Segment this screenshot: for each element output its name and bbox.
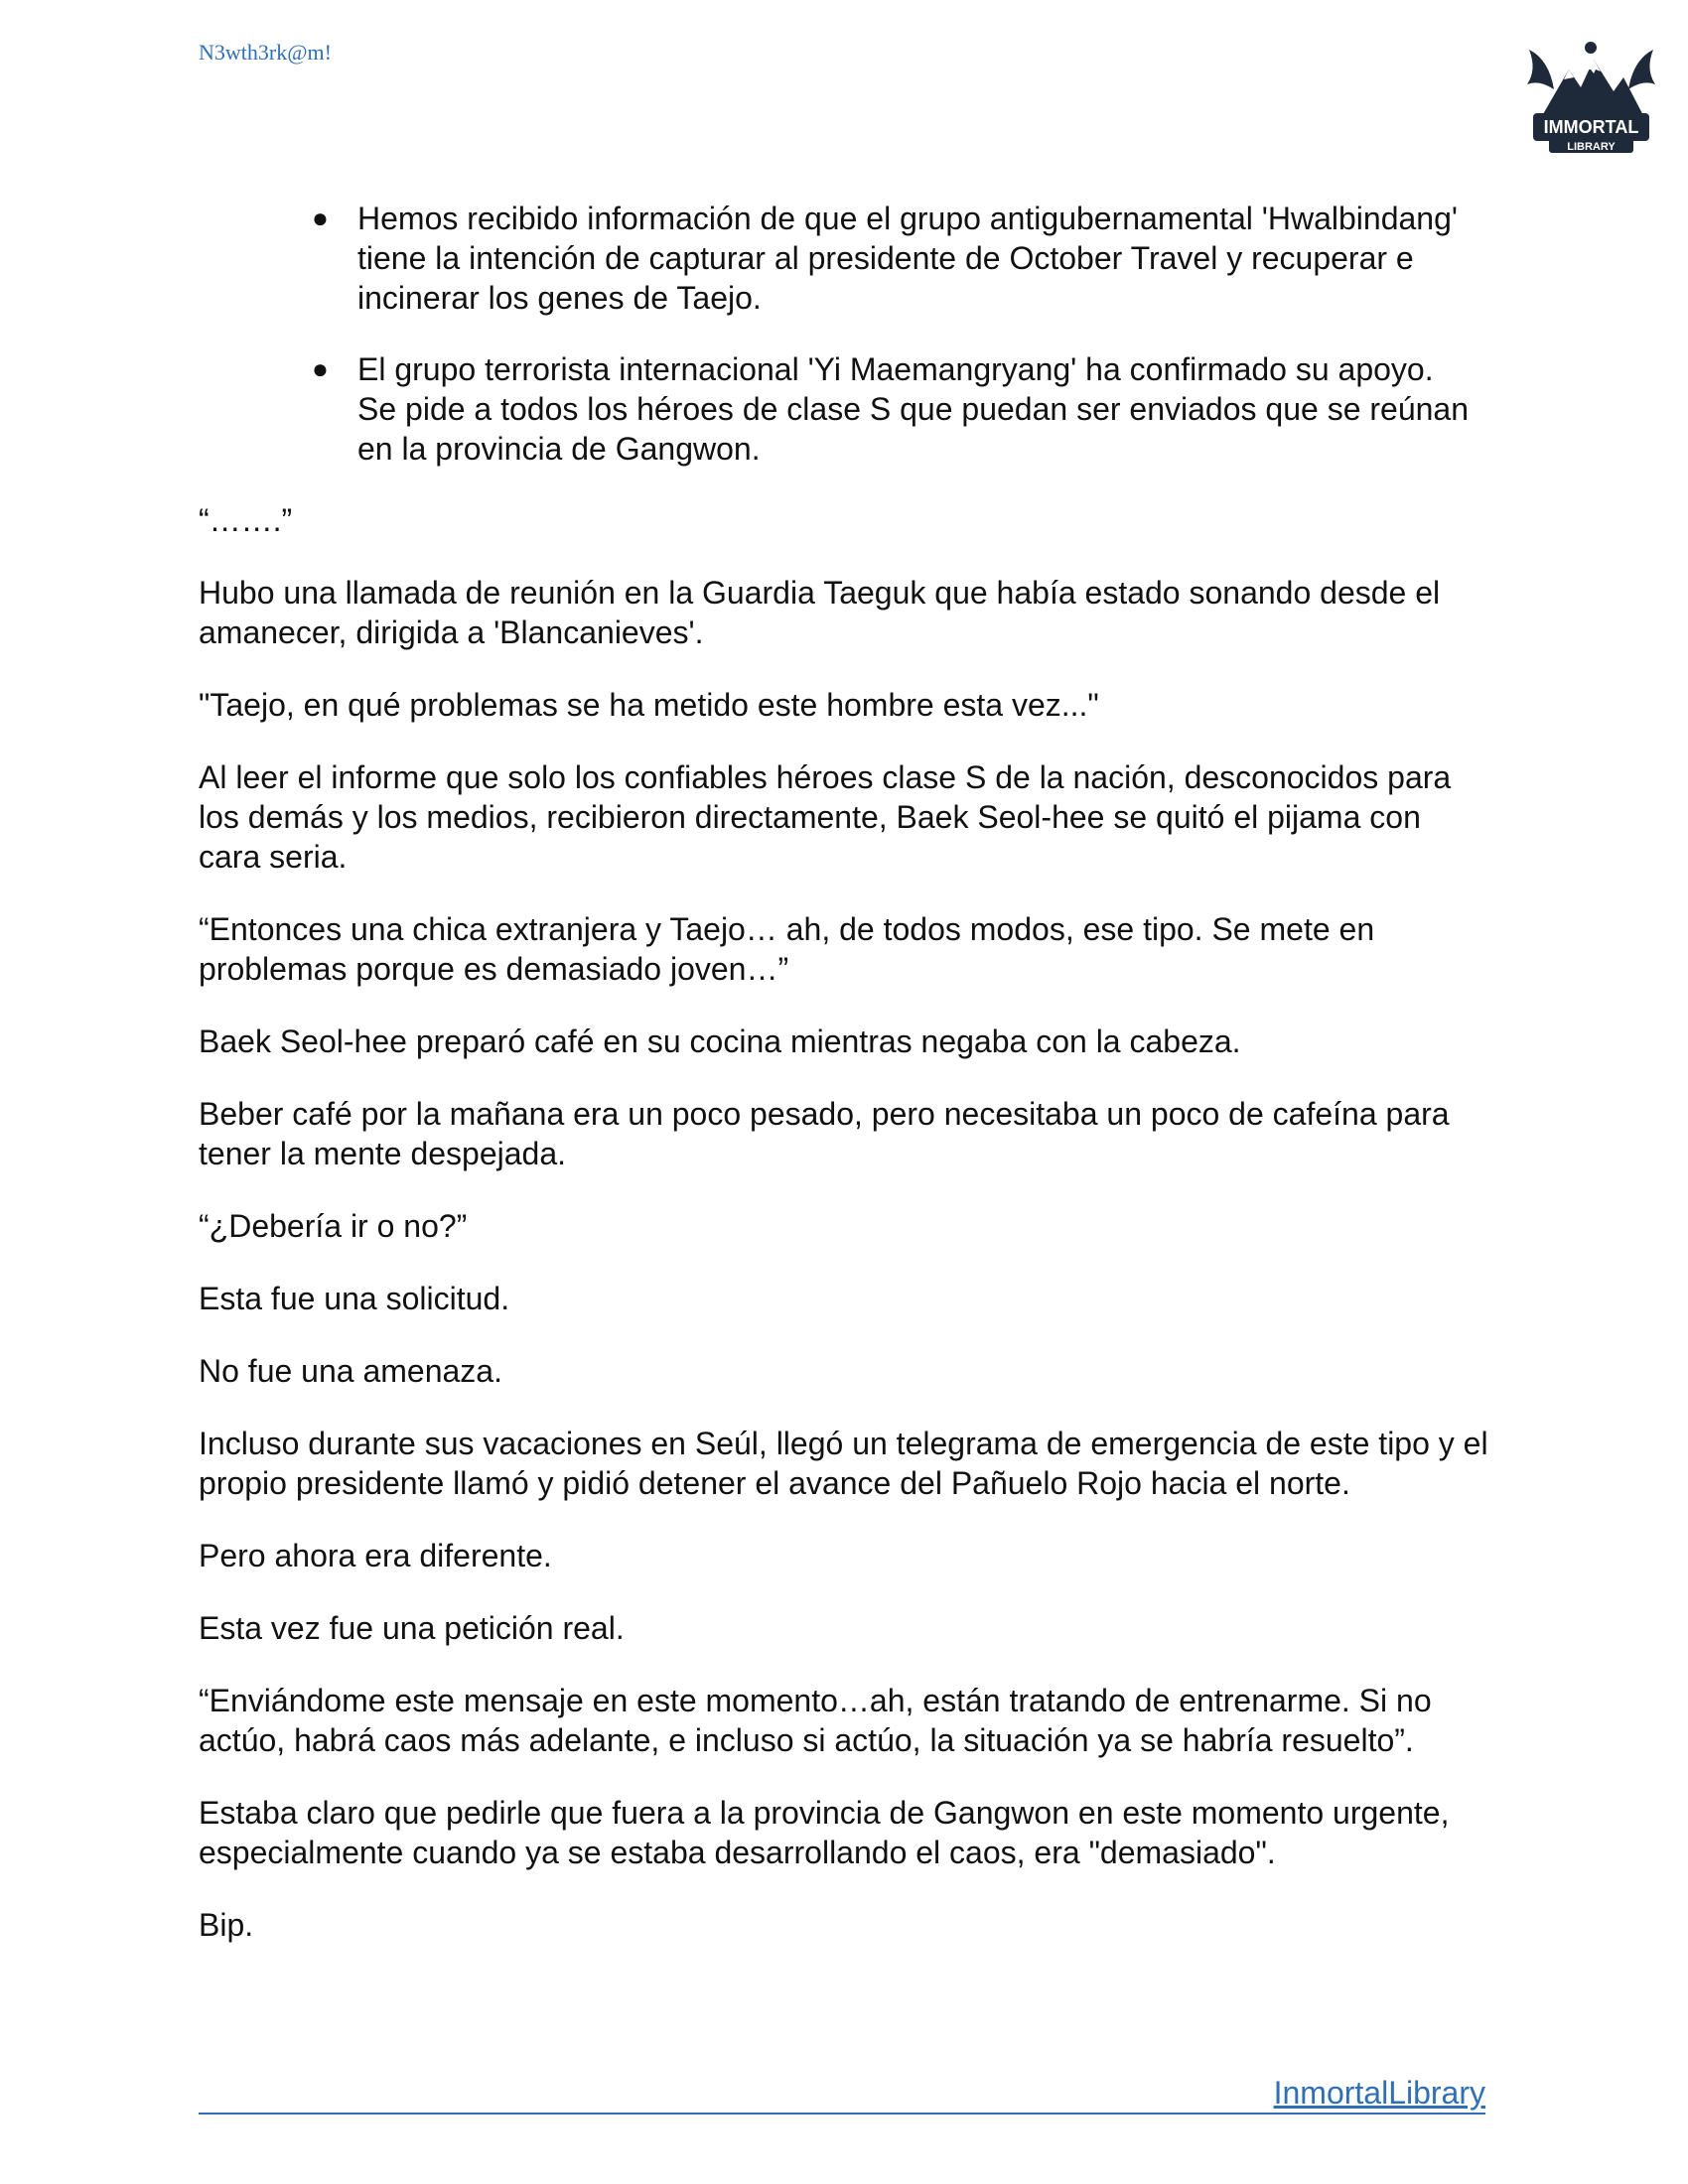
paragraph: Esta vez fue una petición real. <box>199 1610 625 1646</box>
paragraph: "Taejo, en qué problemas se ha metido este hombre esta vez..." <box>199 687 1099 723</box>
footer-divider <box>199 2113 1485 2115</box>
paragraph: Estaba claro que pedirle que fuera a la provincia de Gangwon en este momento urgente, especialmente cuando ya se estaba desarrollando el caos, era "demasiado". <box>199 1795 1450 1870</box>
bullet-item <box>312 199 1479 318</box>
header-watermark: N3wth3rk@m! <box>199 40 332 65</box>
svg-text:IMMORTAL: IMMORTAL <box>1543 117 1639 137</box>
bullet-icon: ● <box>312 353 329 384</box>
paragraph: Hubo una llamada de reunión en la Guardia Taeguk que había estado sonando desde el amanecer, dirigida a 'Blancanieves'. <box>199 575 1441 650</box>
paragraph: Incluso durante sus vacaciones en Seúl, llegó un telegrama de emergencia de este tipo y el propio presidente llamó y pidió detener el avance del Pañuelo Rojo hacia el norte. <box>199 1426 1488 1501</box>
bullet-text: Hemos recibido información de que el grupo antigubernamental 'Hwalbindang' tiene la intención de capturar al presidente de October Travel y recuperar e incinerar los genes de Taejo. <box>357 201 1458 316</box>
bullet-icon: ● <box>312 203 329 233</box>
paragraph: Baek Seol-hee preparó café en su cocina mientras negaba con la cabeza. <box>199 1024 1241 1059</box>
footer-link[interactable]: InmortalLibrary <box>1273 2075 1485 2111</box>
paragraph: “Enviándome este mensaje en este momento…ah, están tratando de entrenarme. Si no actúo, habrá caos más adelante, e incluso si actúo, la situación ya se habría resuelto”. <box>199 1683 1432 1758</box>
bullet-item <box>312 349 1479 469</box>
document-body <box>199 199 1489 1978</box>
bullet-list <box>199 199 1489 469</box>
paragraph: Al leer el informe que solo los confiables héroes clase S de la nación, desconocidos para los demás y los medios, recibieron directamente, Baek Seol-hee se quitó el pijama con cara seria. <box>199 759 1452 875</box>
paragraph: Pero ahora era diferente. <box>199 1538 552 1573</box>
paragraph: “Entonces una chica extranjera y Taejo… ah, de todos modos, ese tipo. Se mete en problemas porque es demasiado joven…” <box>199 911 1375 987</box>
paragraph: No fue una amenaza. <box>199 1353 502 1389</box>
paragraph: Esta fue una solicitud. <box>199 1281 510 1316</box>
paragraph: Beber café por la mañana era un poco pesado, pero necesitaba un poco de cafeína para tener la mente despejada. <box>199 1096 1450 1171</box>
svg-text:LIBRARY: LIBRARY <box>1567 141 1616 153</box>
bullet-text: El grupo terrorista internacional 'Yi Maemangryang' ha confirmado su apoyo. Se pide a todos los héroes de clase S que puedan ser enviados que se reúnan en la provincia de Gangwon. <box>357 351 1470 467</box>
immortal-library-logo <box>1519 30 1663 159</box>
paragraph: Bip. <box>199 1907 254 1943</box>
paragraph: “…….” <box>199 502 293 538</box>
paragraph: “¿Debería ir o no?” <box>199 1208 468 1244</box>
